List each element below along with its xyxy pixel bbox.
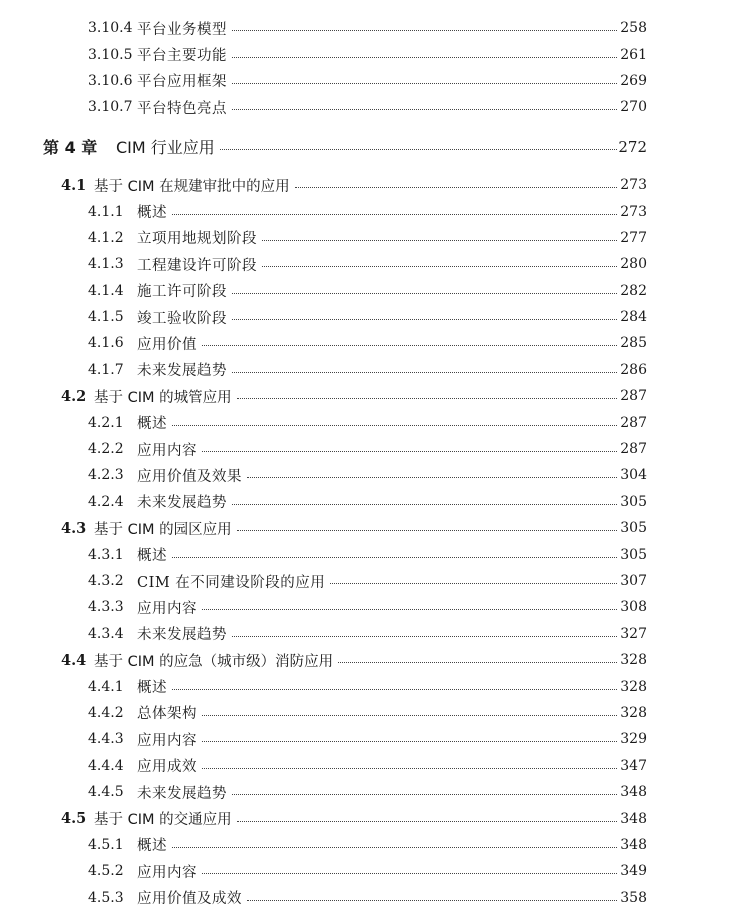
dot-leader — [247, 477, 617, 478]
toc-section-entry[interactable] — [0, 805, 734, 831]
toc-entry-title: 未来发展趋势 — [137, 491, 230, 512]
toc-entry-number: 4.4.2 — [88, 704, 124, 721]
toc-entry-title: 应用价值及成效 — [137, 887, 245, 908]
toc-entry-number: 第 4 章 — [43, 138, 98, 158]
toc-entry-number: 4.5.1 — [88, 836, 124, 853]
toc-section-entry[interactable] — [0, 383, 734, 409]
dot-leader — [232, 794, 617, 795]
toc-subsection-entry[interactable] — [0, 832, 734, 858]
toc-entry-title: 基于 CIM 的园区应用 — [94, 518, 235, 539]
toc-entry-page-number: 358 — [617, 890, 647, 906]
toc-entry-page-number: 280 — [617, 256, 647, 272]
dot-leader — [202, 451, 617, 452]
toc-subsection-entry[interactable] — [0, 541, 734, 567]
dot-leader — [232, 372, 617, 373]
toc-entry-number: 4.2.3 — [88, 467, 124, 484]
toc-entry-number: 4.4.5 — [88, 784, 124, 801]
toc-entry-title: 应用成效 — [137, 755, 200, 776]
toc-entry-number: 4.1.7 — [88, 361, 124, 378]
toc-subsection-entry[interactable] — [0, 304, 734, 330]
toc-entry-page-number: 261 — [617, 47, 647, 63]
toc-entry-page-number: 305 — [617, 520, 647, 536]
toc-entry-number: 4.3.4 — [88, 625, 124, 642]
dot-leader — [232, 636, 617, 637]
toc-entry-title: 概述 — [137, 544, 170, 565]
dot-leader — [232, 83, 617, 84]
toc-entry-page-number: 327 — [617, 626, 647, 642]
toc-entry-number: 4.3.1 — [88, 546, 124, 563]
toc-subsection-entry[interactable] — [0, 198, 734, 224]
dot-leader — [237, 821, 617, 822]
toc-entry-page-number: 277 — [617, 230, 647, 246]
dot-leader — [247, 900, 617, 901]
toc-subsection-entry[interactable] — [0, 462, 734, 488]
toc-entry-number: 4.3.2 — [88, 573, 124, 589]
toc-entry-number: 4.4.3 — [88, 731, 124, 748]
toc-subsection-entry[interactable] — [0, 726, 734, 752]
dot-leader — [237, 398, 617, 399]
toc-entry-number: 4.2.2 — [88, 441, 124, 458]
toc-entry-title: 竣工验收阶段 — [137, 307, 230, 328]
dot-leader — [202, 768, 617, 769]
dot-leader — [202, 715, 617, 716]
toc-chapter-entry[interactable] — [0, 134, 734, 160]
dot-leader — [220, 149, 617, 150]
toc-entry-number: 3.10.4 — [88, 20, 133, 37]
toc-subsection-entry[interactable] — [0, 858, 734, 884]
toc-entry-number: 3.10.6 — [88, 72, 133, 89]
dot-leader — [237, 530, 617, 531]
toc-entry-number: 4.2.1 — [88, 414, 124, 431]
toc-entry-title: 概述 — [137, 834, 170, 855]
dot-leader — [202, 609, 617, 610]
toc-entry-page-number: 287 — [617, 388, 647, 404]
toc-entry-page-number: 328 — [617, 679, 647, 695]
toc-entry-title: 应用内容 — [137, 439, 200, 460]
dot-leader — [172, 689, 617, 690]
dot-leader — [172, 847, 617, 848]
toc-subsection-entry[interactable] — [0, 68, 734, 94]
toc-subsection-entry[interactable] — [0, 621, 734, 647]
toc-section-entry[interactable] — [0, 172, 734, 198]
toc-subsection-entry[interactable] — [0, 885, 734, 911]
toc-entry-title: 未来发展趋势 — [137, 623, 230, 644]
toc-entry-title: 平台主要功能 — [137, 44, 230, 65]
toc-entry-title: 基于 CIM 的城管应用 — [94, 386, 235, 407]
toc-entry-number: 4.3 — [61, 519, 87, 537]
toc-section-entry[interactable] — [0, 515, 734, 541]
toc-entry-number: 3.10.7 — [88, 99, 133, 116]
toc-entry-page-number: 349 — [617, 863, 647, 879]
toc-entry-page-number: 273 — [617, 204, 647, 220]
toc-entry-page-number: 304 — [617, 467, 647, 483]
dot-leader — [232, 504, 617, 505]
toc-entry-page-number: 285 — [617, 335, 647, 351]
dot-leader — [232, 293, 617, 294]
toc-subsection-entry[interactable] — [0, 225, 734, 251]
dot-leader — [232, 109, 617, 110]
toc-entry-title: 应用价值 — [137, 333, 200, 354]
toc-entry-number: 4.2.4 — [88, 493, 124, 510]
toc-entry-title: 应用内容 — [137, 597, 200, 618]
toc-subsection-entry[interactable] — [0, 753, 734, 779]
toc-entry-number: 4.1.5 — [88, 309, 124, 326]
toc-entry-page-number: 287 — [617, 441, 647, 457]
toc-entry-number: 4.4.1 — [88, 678, 124, 695]
toc-entry-title: CIM 行业应用 — [116, 135, 218, 158]
toc-entry-number: 4.1 — [61, 176, 87, 194]
toc-entry-number: 4.4.4 — [88, 757, 124, 774]
toc-subsection-entry[interactable] — [0, 251, 734, 277]
toc-subsection-entry[interactable] — [0, 489, 734, 515]
toc-entry-page-number: 305 — [617, 547, 647, 563]
toc-entry-page-number: 307 — [617, 573, 647, 589]
toc-entry-title: 未来发展趋势 — [137, 782, 230, 803]
toc-entry-title: 总体架构 — [137, 702, 200, 723]
toc-entry-page-number: 272 — [618, 137, 647, 156]
toc-entry-page-number: 270 — [617, 99, 647, 115]
toc-subsection-entry[interactable] — [0, 94, 734, 120]
toc-subsection-entry[interactable] — [0, 779, 734, 805]
toc-entry-page-number: 258 — [617, 20, 647, 36]
toc-entry-page-number: 348 — [617, 784, 647, 800]
toc-subsection-entry[interactable] — [0, 436, 734, 462]
toc-entry-title: 立项用地规划阶段 — [137, 227, 260, 248]
toc-entry-title: 基于 CIM 的应急（城市级）消防应用 — [94, 650, 336, 671]
toc-entry-page-number: 305 — [617, 494, 647, 510]
toc-entry-page-number: 308 — [617, 599, 647, 615]
toc-entry-title: 平台业务模型 — [137, 18, 230, 39]
toc-entry-title: 未来发展趋势 — [137, 359, 230, 380]
dot-leader — [262, 240, 617, 241]
toc-subsection-entry[interactable] — [0, 357, 734, 383]
toc-entry-title: 基于 CIM 的交通应用 — [94, 808, 235, 829]
dot-leader — [330, 583, 617, 584]
toc-subsection-entry[interactable] — [0, 278, 734, 304]
toc-section-entry[interactable] — [0, 647, 734, 673]
toc-entry-page-number: 284 — [617, 309, 647, 325]
dot-leader — [232, 30, 617, 31]
toc-entry-number: 4.4 — [61, 651, 87, 669]
toc-subsection-entry[interactable] — [0, 700, 734, 726]
toc-entry-page-number: 328 — [617, 652, 647, 668]
toc-subsection-entry[interactable] — [0, 409, 734, 435]
toc-entry-number: 4.1.6 — [88, 335, 124, 352]
toc-entry-number: 4.5 — [61, 810, 87, 828]
toc-subsection-entry[interactable] — [0, 673, 734, 699]
dot-leader — [172, 214, 617, 215]
toc-entry-number: 4.2 — [61, 387, 87, 405]
toc-entry-title: 应用内容 — [137, 729, 200, 750]
toc-entry-page-number: 329 — [617, 731, 647, 747]
toc-entry-number: 3.10.5 — [88, 46, 133, 63]
dot-leader — [172, 557, 617, 558]
toc-subsection-entry[interactable] — [0, 41, 734, 67]
toc-entry-page-number: 273 — [617, 177, 647, 193]
toc-entry-number: 4.1.3 — [88, 256, 124, 273]
toc-entry-title: 施工许可阶段 — [137, 280, 230, 301]
dot-leader — [338, 662, 617, 663]
dot-leader — [232, 319, 617, 320]
toc-entry-page-number: 269 — [617, 73, 647, 89]
toc-entry-page-number: 287 — [617, 415, 647, 431]
toc-entry-page-number: 282 — [617, 283, 647, 299]
toc-entry-title: 平台特色亮点 — [137, 97, 230, 118]
toc-entry-title: 平台应用框架 — [137, 70, 230, 91]
toc-entry-page-number: 348 — [617, 837, 647, 853]
toc-entry-page-number: 347 — [617, 758, 647, 774]
toc-entry-page-number: 328 — [617, 705, 647, 721]
toc-entry-title: 基于 CIM 在规建审批中的应用 — [94, 175, 293, 196]
toc-subsection-entry[interactable] — [0, 330, 734, 356]
dot-leader — [172, 425, 617, 426]
dot-leader — [232, 57, 617, 58]
toc-entry-title: 概述 — [137, 201, 170, 222]
toc-entry-title: 应用价值及效果 — [137, 465, 245, 486]
toc-entry-number: 4.5.2 — [88, 863, 124, 880]
toc-entry-title: 概述 — [137, 412, 170, 433]
toc-subsection-entry[interactable] — [0, 15, 734, 41]
dot-leader — [202, 741, 617, 742]
dot-leader — [262, 266, 617, 267]
dot-leader — [202, 873, 617, 874]
toc-entry-title: 工程建设许可阶段 — [137, 254, 260, 275]
toc-entry-title: CIM 在不同建设阶段的应用 — [137, 571, 328, 592]
toc-entry-number: 4.1.1 — [88, 203, 124, 220]
toc-entry-title: 概述 — [137, 676, 170, 697]
toc-entry-number: 4.1.4 — [88, 282, 124, 299]
table-of-contents — [0, 15, 734, 911]
toc-entry-title: 应用内容 — [137, 861, 200, 882]
toc-entry-number: 4.1.2 — [88, 229, 124, 246]
dot-leader — [295, 187, 617, 188]
dot-leader — [202, 345, 617, 346]
toc-entry-number: 4.3.3 — [88, 599, 124, 616]
toc-entry-page-number: 286 — [617, 362, 647, 378]
toc-subsection-entry[interactable] — [0, 594, 734, 620]
toc-subsection-entry[interactable] — [0, 568, 734, 594]
toc-entry-number: 4.5.3 — [88, 889, 124, 906]
toc-entry-page-number: 348 — [617, 811, 647, 827]
